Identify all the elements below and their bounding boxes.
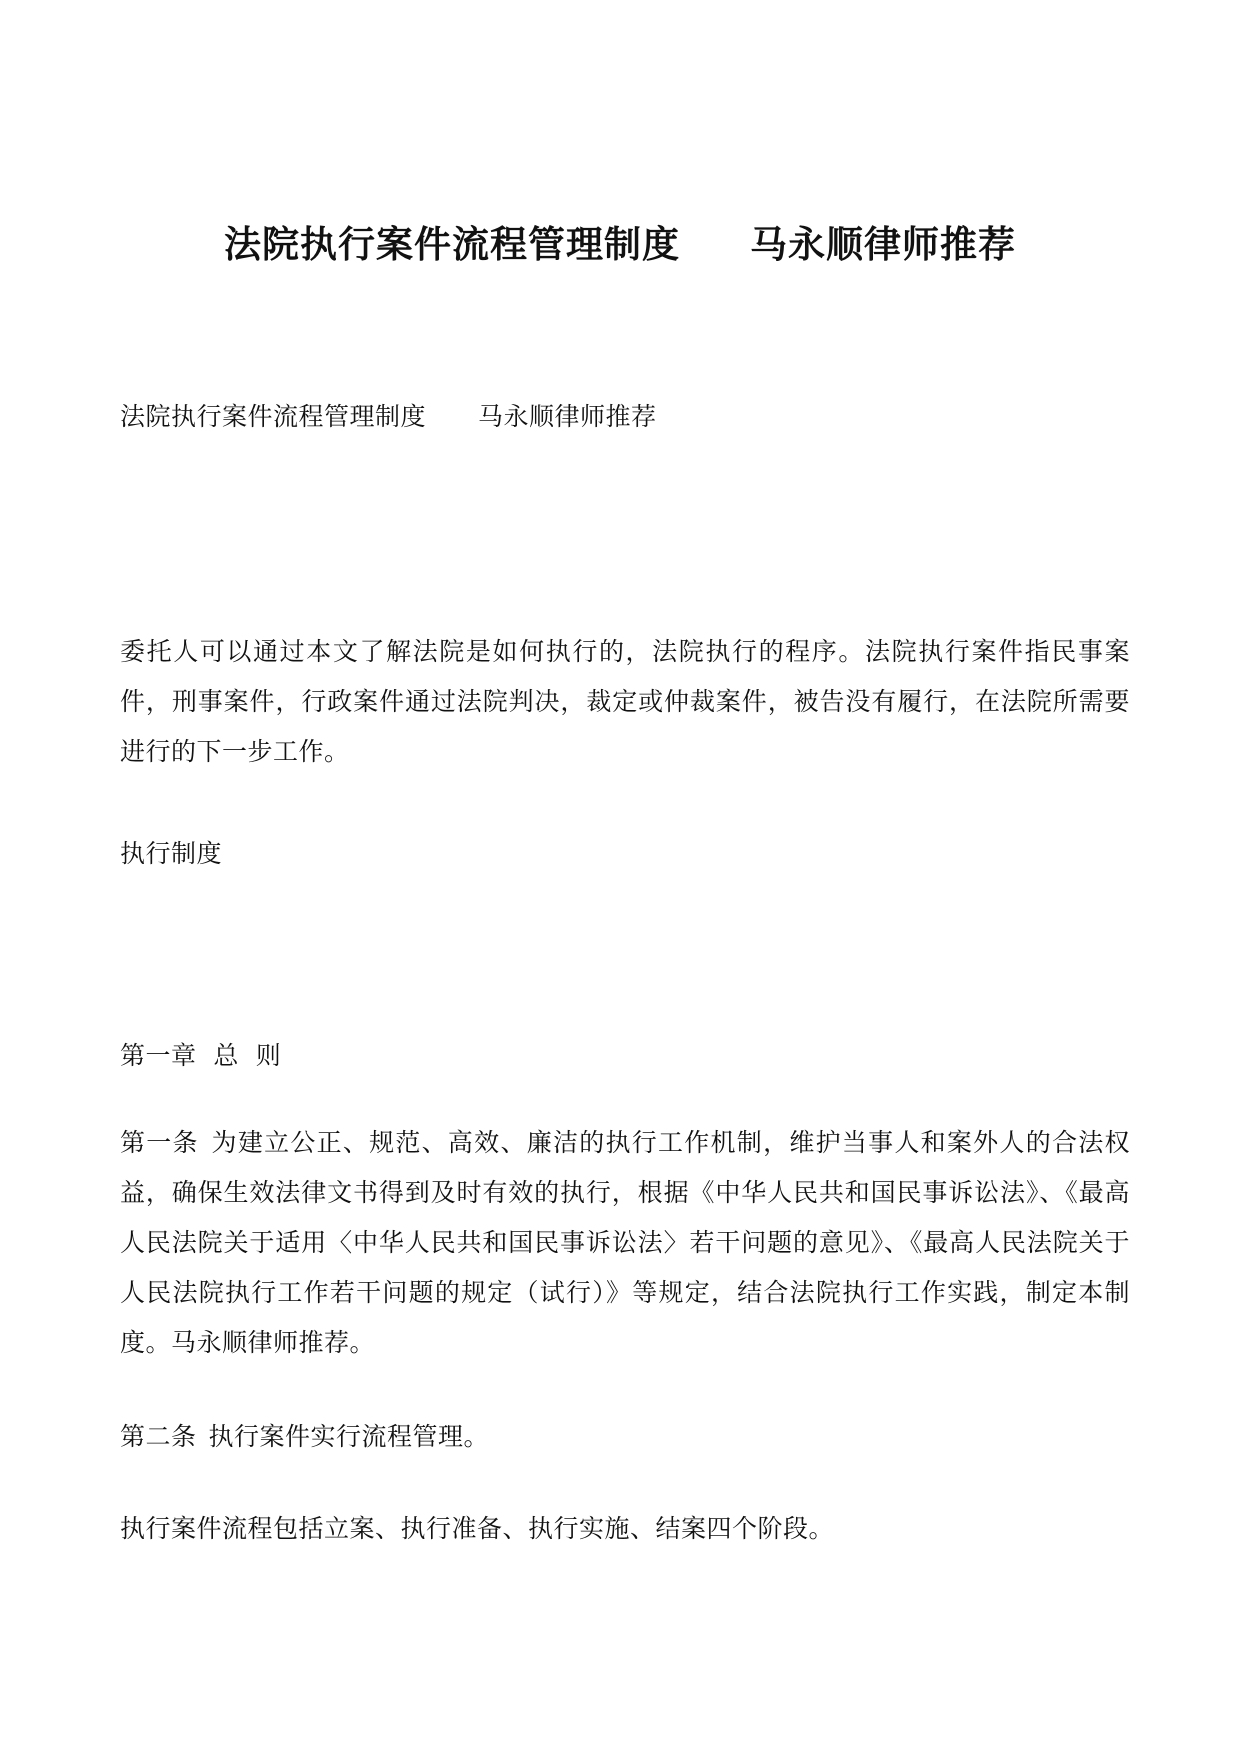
article-2-text: 执行案件实行流程管理。 xyxy=(208,1422,490,1451)
article-1-label: 第一条 xyxy=(120,1128,199,1157)
intro-paragraph: 委托人可以通过本文了解法院是如何执行的，法院执行的程序。法院执行案件指民事案件，刑事案件，行政案件通过法院判决，裁定或仲裁案件，被告没有履行，在法院所需要进行的下一步工作。 xyxy=(120,637,1130,766)
document-title xyxy=(0,218,1240,270)
article-2-detail: 执行案件流程包括立案、执行准备、执行实施、结案四个阶段。 xyxy=(120,1514,835,1543)
article-1-text: 为建立公正、规范、高效、廉洁的执行工作机制，维护当事人和案外人的合法权益，确保生效法律文书得到及时有效的执行，根据《中华人民共和国民事诉讼法》、《最高人民法院关于适用〈中华人民共和国民事诉讼法〉若干问题的意见》、《最高人民法院关于人民法院执行工作若干问题的规定（试行）》等规定，结合法院执行工作实践，制定本制度。马永顺律师推荐。 xyxy=(120,1128,1130,1357)
article-2 xyxy=(120,1412,1130,1462)
article-2-label: 第二条 xyxy=(120,1422,197,1451)
article-1 xyxy=(120,1118,1130,1368)
subtitle-main: 法院执行案件流程管理制度 xyxy=(120,402,427,431)
title-recommender: 马永顺律师推荐 xyxy=(750,222,1016,266)
document-subtitle xyxy=(120,392,1130,442)
subtitle-recommender: 马永顺律师推荐 xyxy=(478,402,657,431)
chapter-heading: 第一章 总 则 xyxy=(120,1041,282,1070)
section-heading: 执行制度 xyxy=(120,839,223,868)
title-main: 法院执行案件流程管理制度 xyxy=(224,222,680,266)
